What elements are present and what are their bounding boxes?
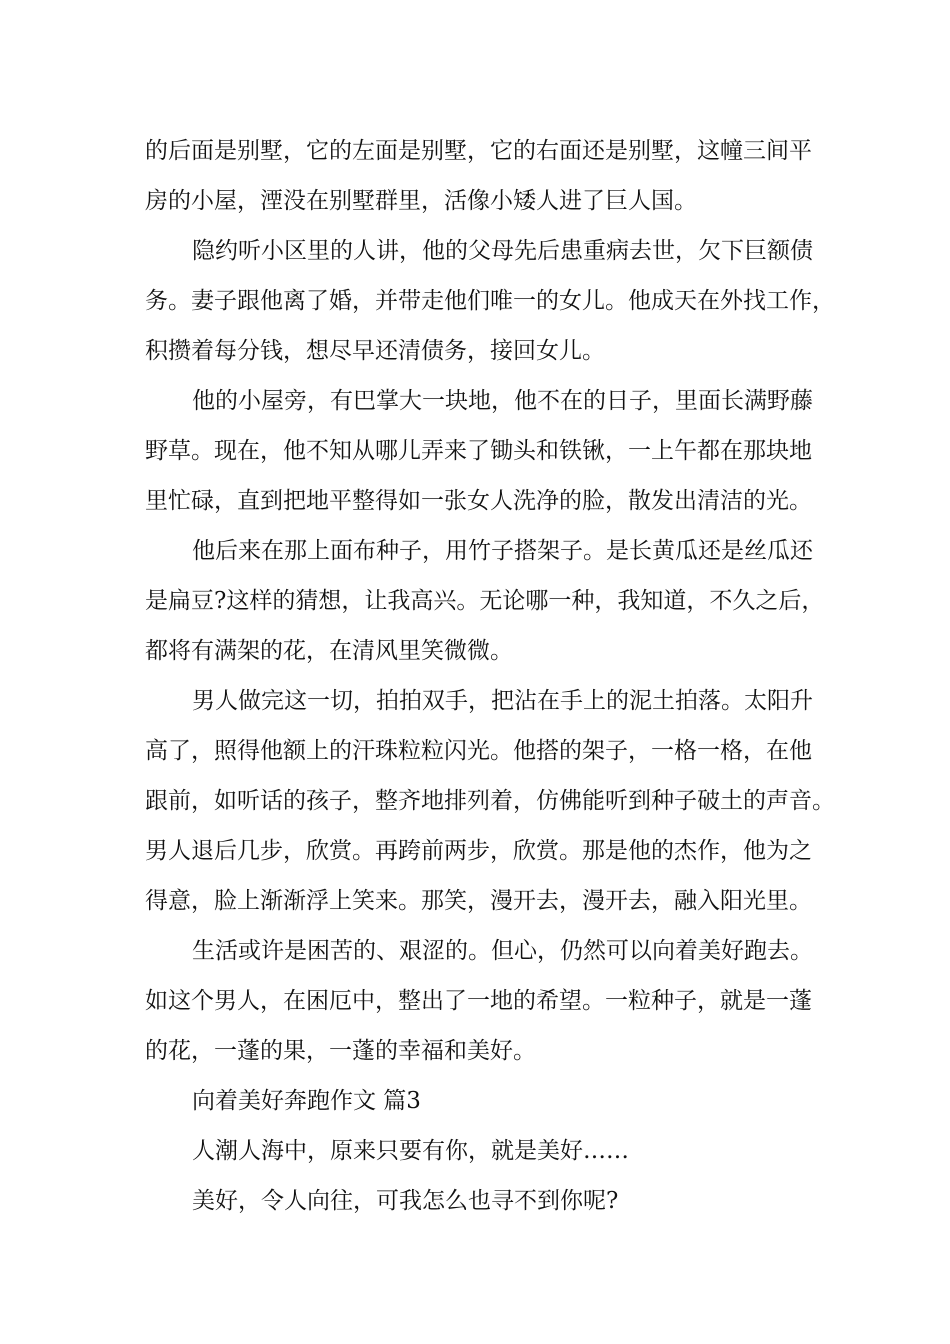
- text-line: 的花，一蓬的果，一蓬的幸福和美好。: [145, 1038, 536, 1064]
- text-line: 里忙碌，直到把地平整得如一张女人洗净的脸，散发出清洁的光。: [145, 488, 812, 514]
- paragraph-first-line: 生活或许是困苦的、艰涩的。但心，仍然可以向着美好跑去。: [192, 938, 813, 964]
- text-line: 房的小屋，湮没在别墅群里，活像小矮人进了巨人国。: [145, 188, 697, 214]
- text-line: 跟前，如听话的孩子，整齐地排列着，仿佛能听到种子破土的声音。: [145, 788, 835, 814]
- paragraph-first-line: 他的小屋旁，有巴掌大一块地，他不在的日子，里面长满野藤: [192, 388, 813, 414]
- text-line: 积攒着每分钱，想尽早还清债务，接回女儿。: [145, 338, 605, 364]
- text-line: 是扁豆?这样的猜想，让我高兴。无论哪一种，我知道，不久之后，: [145, 588, 825, 614]
- paragraph-first-line: 他后来在那上面布种子，用竹子搭架子。是长黄瓜还是丝瓜还: [192, 538, 813, 564]
- text-line: 野草。现在，他不知从哪儿弄来了锄头和铁锹，一上午都在那块地: [145, 438, 812, 464]
- text-line: 男人退后几步，欣赏。再跨前两步，欣赏。那是他的杰作，他为之: [145, 838, 812, 864]
- text-line: 的后面是别墅，它的左面是别墅，它的右面还是别墅，这幢三间平: [145, 138, 812, 164]
- text-line: 如这个男人，在困厄中，整出了一地的希望。一粒种子，就是一蓬: [145, 988, 812, 1014]
- text-line: 得意，脸上渐渐浮上笑来。那笑，漫开去，漫开去，融入阳光里。: [145, 888, 812, 914]
- text-line: 高了，照得他额上的汗珠粒粒闪光。他搭的架子，一格一格，在他: [145, 738, 812, 764]
- text-line: 务。妻子跟他离了婚，并带走他们唯一的女儿。他成天在外找工作，: [145, 288, 835, 314]
- section-heading: 向着美好奔跑作文 篇3: [192, 1088, 421, 1114]
- paragraph-first-line: 隐约听小区里的人讲，他的父母先后患重病去世，欠下巨额债: [192, 238, 813, 264]
- paragraph-first-line: 美好，令人向往，可我怎么也寻不到你呢?: [192, 1188, 619, 1214]
- text-line: 都将有满架的花，在清风里笑微微。: [145, 638, 513, 664]
- paragraph-first-line: 人潮人海中，原来只要有你，就是美好……: [192, 1138, 629, 1164]
- paragraph-first-line: 男人做完这一切，拍拍双手，把沾在手上的泥土拍落。太阳升: [192, 688, 813, 714]
